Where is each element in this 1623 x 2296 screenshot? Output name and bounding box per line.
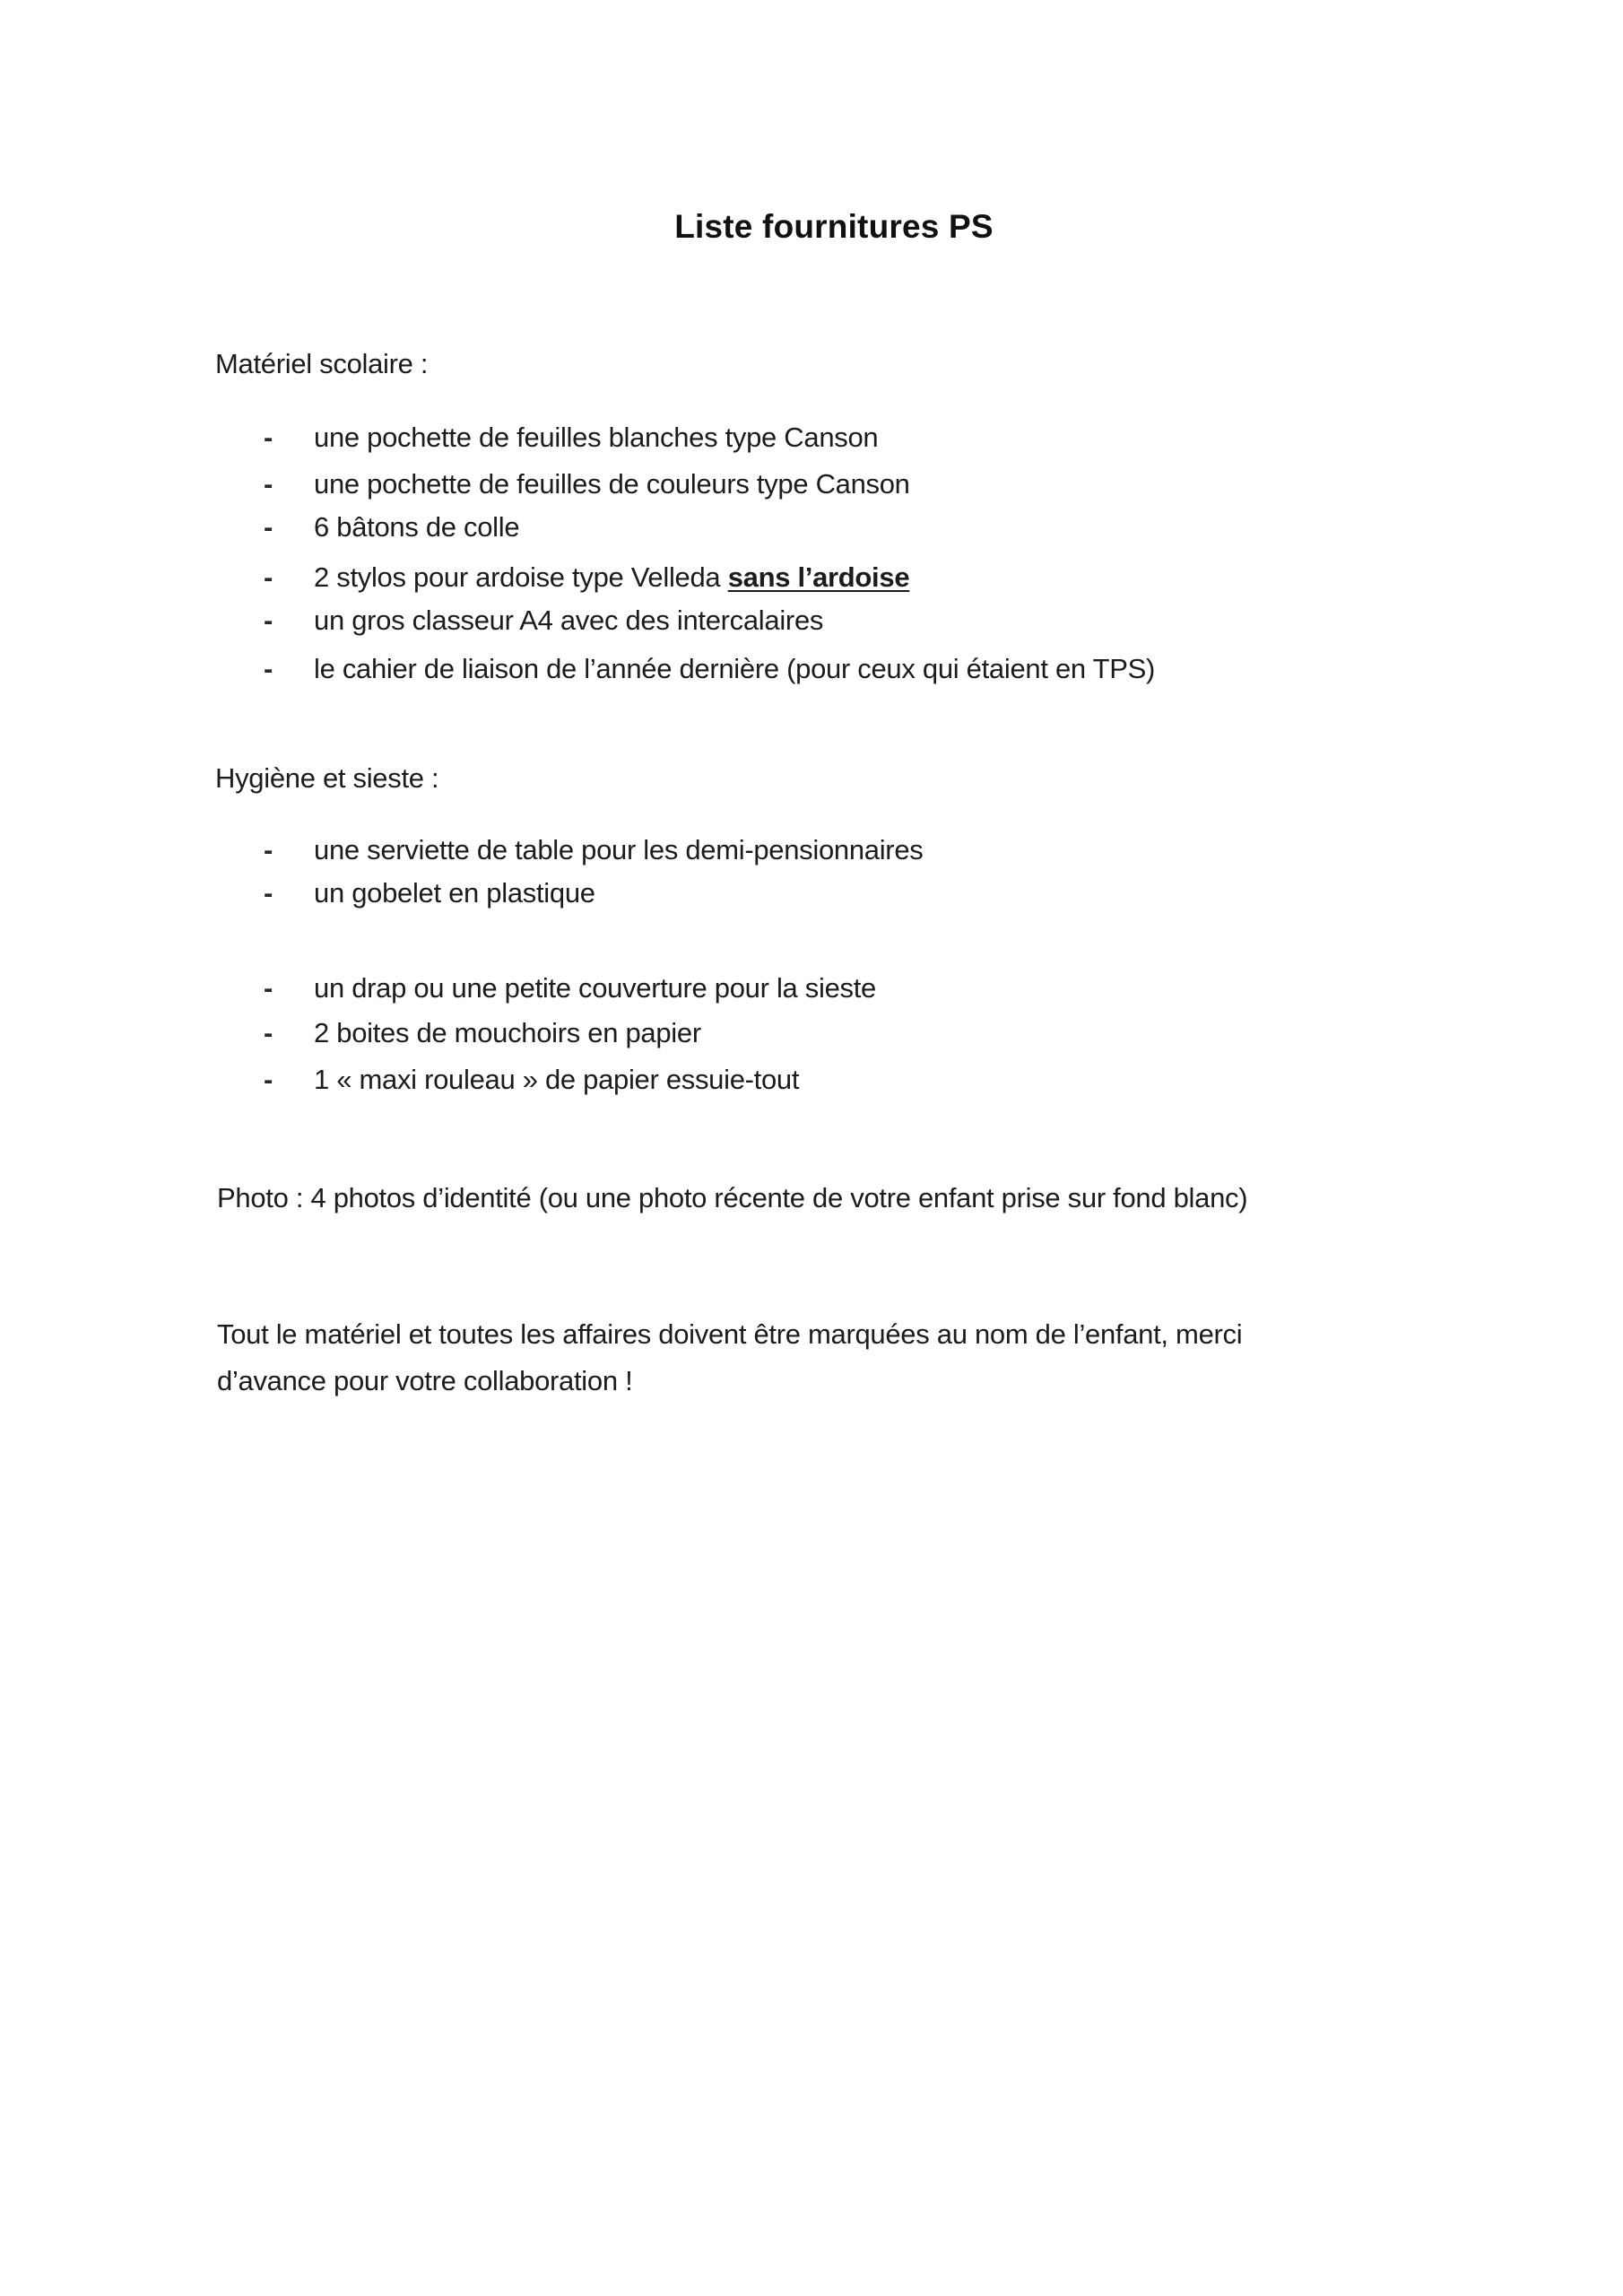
list-item-text: le cahier de liaison de l’année dernière (pour ceux qui étaient en TPS) [314, 653, 1156, 684]
list-item-text: un gobelet en plastique [314, 877, 595, 909]
list-item-text: 2 boites de mouchoirs en papier [314, 1017, 701, 1048]
bullet-dash-icon: - [264, 511, 273, 543]
list-item [264, 604, 823, 637]
closing-line-2: d’avance pour votre collaboration ! [217, 1365, 633, 1396]
list-item [264, 834, 923, 866]
list-item [264, 1017, 701, 1049]
bullet-dash-icon: - [264, 834, 273, 865]
list-item [264, 422, 878, 454]
list-item [264, 972, 876, 1004]
bullet-dash-icon: - [264, 422, 273, 453]
list-item [264, 877, 595, 909]
list-item-text: une serviette de table pour les demi-pensionnaires [314, 834, 924, 865]
list-item-text: une pochette de feuilles de couleurs type Canson [314, 468, 910, 500]
list-item [264, 561, 909, 594]
bullet-dash-icon: - [264, 972, 273, 1004]
list-item-text: un drap ou une petite couverture pour la sieste [314, 972, 876, 1004]
section-heading-materiel-scolaire: Matériel scolaire : [215, 348, 429, 379]
bullet-dash-icon: - [264, 653, 273, 684]
closing-line-1: Tout le matériel et toutes les affaires doivent être marquées au nom de l’enfant, merci [217, 1318, 1243, 1350]
photo-note: Photo : 4 photos d’identité (ou une photo récente de votre enfant prise sur fond blanc) [217, 1182, 1248, 1213]
bullet-dash-icon: - [264, 604, 273, 636]
bullet-dash-icon: - [264, 1017, 273, 1048]
closing-paragraph [217, 1311, 1454, 1405]
bullet-dash-icon: - [264, 468, 273, 500]
list-item-text: 6 bâtons de colle [314, 511, 520, 543]
list-item [264, 1064, 799, 1096]
bullet-dash-icon: - [264, 877, 273, 909]
list-item-text: 1 « maxi rouleau » de papier essuie-tout [314, 1064, 800, 1095]
bullet-dash-icon: - [264, 1064, 273, 1095]
list-item [264, 653, 1155, 685]
list-item-text: un gros classeur A4 avec des intercalaires [314, 604, 824, 636]
bullet-dash-icon: - [264, 561, 273, 593]
section-heading-hygiene-sieste: Hygiène et sieste : [215, 762, 439, 794]
list-item-text: une pochette de feuilles blanches type Canson [314, 422, 879, 453]
list-item [264, 468, 910, 500]
list-item [264, 511, 519, 544]
list-item-text: 2 stylos pour ardoise type Velleda [314, 561, 728, 593]
list-item-emphasis: sans l’ardoise [727, 561, 910, 593]
page-title: Liste fournitures PS [674, 208, 994, 245]
